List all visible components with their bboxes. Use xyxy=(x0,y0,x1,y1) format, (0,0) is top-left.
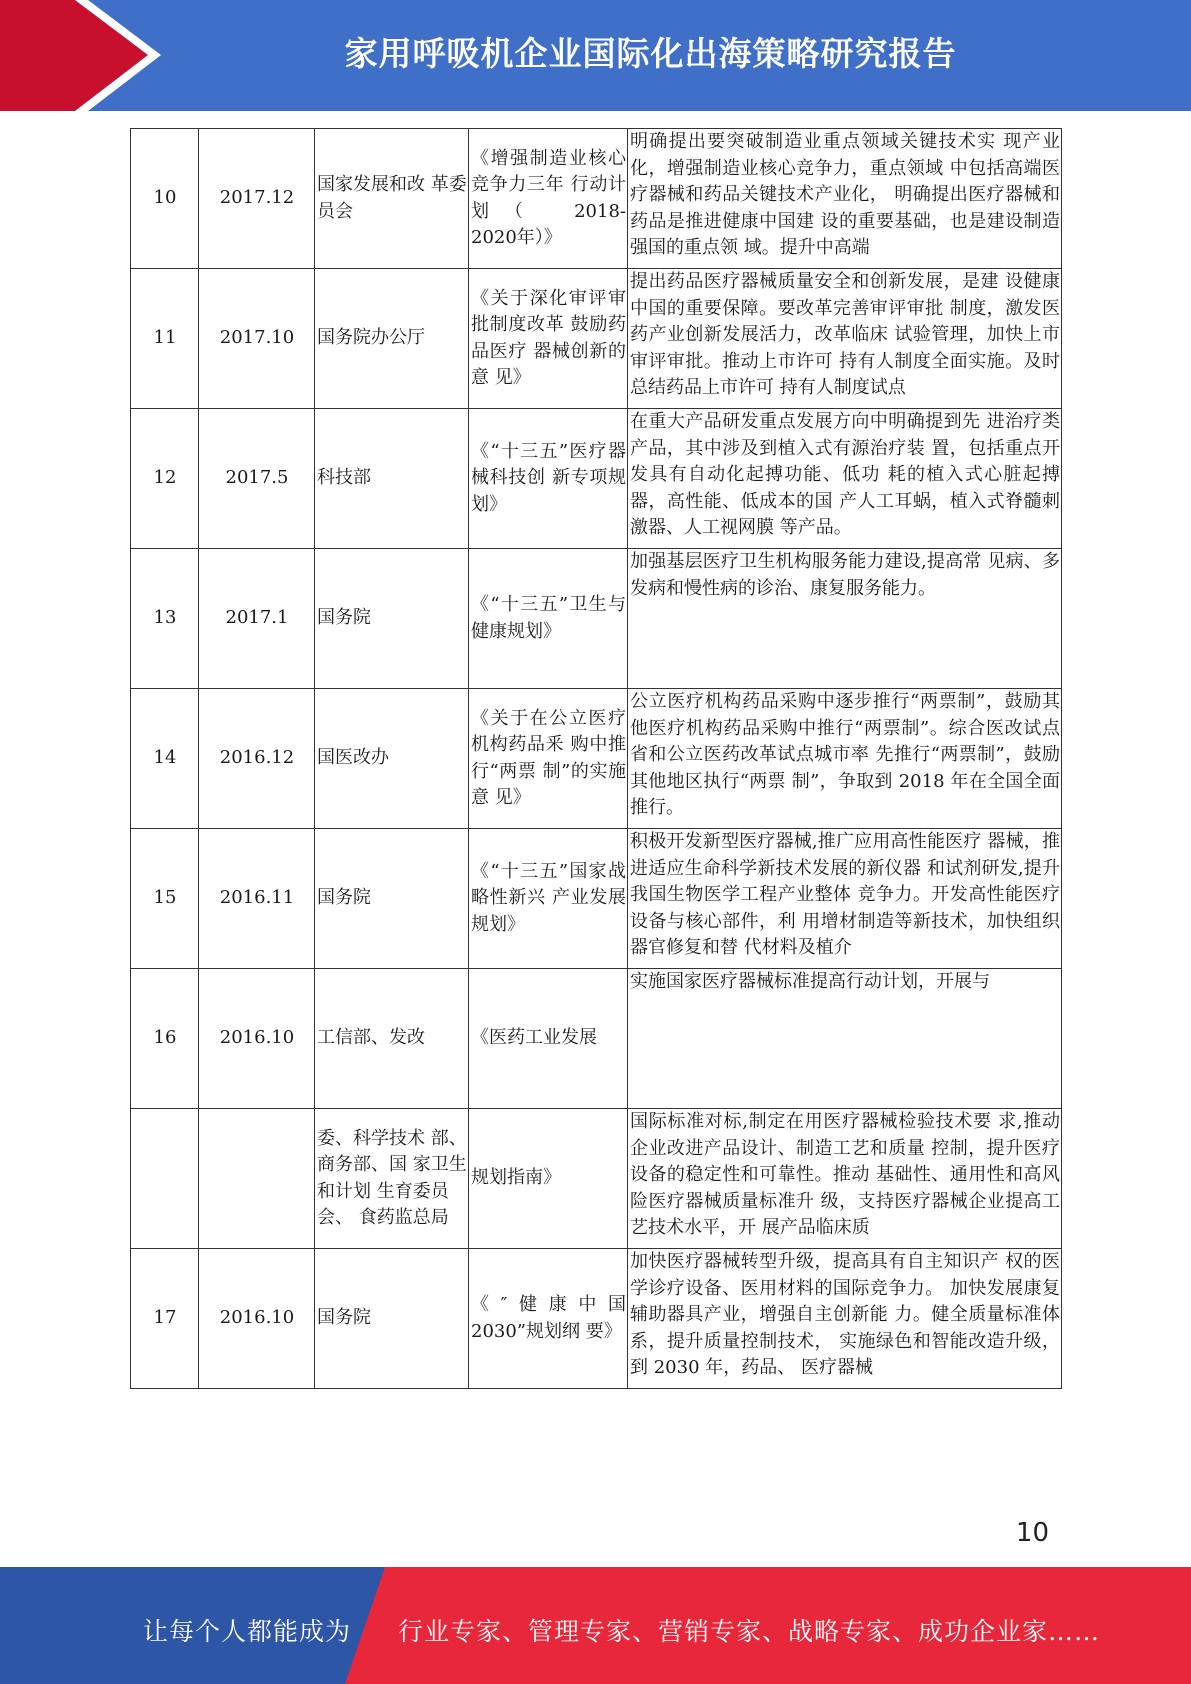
description-text: 在重大产品研发重点发展方向中明确提到先 进治疗类产品，其中涉及到植入式有源治疗装 置，包括重点开发具有自动化起搏功能、低功 耗的植入式心脏起搏器，高性能、低成本的国 产人工耳蜗，植入式脊髓刺激器、人工视网膜 等产品。 xyxy=(630,411,1060,538)
description-text: 提出药品医疗器械质量安全和创新发展，是建 设健康中国的重要保障。要改革完善审评审批 制度，激发医药产业创新发展活力，改革临床 试验管理，加快上市审评审批。推动上市许可 持有人制度全面实施。及时总结药品上市许可 持有人制度试点 xyxy=(630,271,1060,398)
row-number: 10 xyxy=(131,129,199,269)
issuing-agency: 国务院 xyxy=(315,829,469,969)
policy-description xyxy=(628,1249,1062,1389)
row-number: 13 xyxy=(131,549,199,689)
table-row xyxy=(131,1109,1062,1249)
table-row xyxy=(131,689,1062,829)
policy-description xyxy=(628,829,1062,969)
policy-name: 《″健康中国 2030”规划纲 要》 xyxy=(469,1249,628,1389)
policy-description xyxy=(628,409,1062,549)
issue-date: 2017.5 xyxy=(199,409,315,549)
issue-date: 2016.11 xyxy=(199,829,315,969)
footer-slogan-left: 让每个人都能成为 xyxy=(143,1617,352,1646)
table-row xyxy=(131,269,1062,409)
row-number xyxy=(131,1109,199,1249)
report-title: 家用呼吸机企业国际化出海策略研究报告 xyxy=(344,34,957,73)
description-text: 加强基层医疗卫生机构服务能力建设,提高常 见病、多发病和慢性病的诊治、康复服务能力。 xyxy=(630,551,1060,599)
agency-text: 委、科学技术 部、商务部、国 家卫生和计划 生育委员会、 食药监总局 xyxy=(317,1127,467,1228)
table-row xyxy=(131,409,1062,549)
issuing-agency: 国家发展和改 革委员会 xyxy=(315,129,469,269)
issuing-agency: 国医改办 xyxy=(315,689,469,829)
table-row xyxy=(131,129,1062,269)
page-footer xyxy=(0,1567,1191,1684)
issue-date: 2016.10 xyxy=(199,1249,315,1389)
policy-description xyxy=(628,1109,1062,1249)
policy-description xyxy=(628,969,1062,1109)
policy-description xyxy=(628,689,1062,829)
row-number: 17 xyxy=(131,1249,199,1389)
row-number: 12 xyxy=(131,409,199,549)
policy-description xyxy=(628,549,1062,689)
issue-date: 2017.10 xyxy=(199,269,315,409)
issue-date: 2017.1 xyxy=(199,549,315,689)
description-text: 实施国家医疗器械标准提高行动计划，开展与 xyxy=(630,971,990,992)
table-row xyxy=(131,969,1062,1109)
policy-name: 规划指南》 xyxy=(469,1109,628,1249)
description-text: 国际标准对标,制定在用医疗器械检验技术要 求,推动企业改进产品设计、制造工艺和质量 控制，提升医疗设备的稳定性和可靠性。推动 基础性、通用性和高风险医疗器械质量标准升 级，支持医疗器械企业提高工艺技术水平，开 展产品临床质 xyxy=(630,1111,1060,1238)
policy-name: 《关于在公立医疗机构药品釆 购中推行“两票 制”的实施意 见》 xyxy=(469,689,628,829)
footer-slogan-right: 行业专家、管理专家、营销专家、战略专家、成功企业家…… xyxy=(398,1617,1101,1646)
issuing-agency: 工信部、发改 xyxy=(315,969,469,1109)
table-row xyxy=(131,549,1062,689)
issuing-agency xyxy=(315,1109,469,1249)
policy-description xyxy=(628,129,1062,269)
policy-description xyxy=(628,269,1062,409)
policy-name: 《关于深化审评审批制度改革 鼓励药品医疗 器械创新的意 见》 xyxy=(469,269,628,409)
row-number: 11 xyxy=(131,269,199,409)
issue-date: 2017.12 xyxy=(199,129,315,269)
issue-date xyxy=(199,1109,315,1249)
description-text: 加快医疗器械转型升级，提高具有自主知识产 权的医学诊疗设备、医用材料的国际竞争力。 加快发展康复辅助器具产业，增强自主创新能 力。健全质量标准体系，提升质量控制技术， 实施绿色和智能改造升级，到 2030 年，药品、 医疗器械 xyxy=(630,1251,1060,1378)
issue-date: 2016.12 xyxy=(199,689,315,829)
policy-name: 《“十三五”医疗器械科技创 新专项规划》 xyxy=(469,409,628,549)
page-number: 10 xyxy=(1015,1518,1049,1548)
table-row xyxy=(131,1249,1062,1389)
issuing-agency: 国务院 xyxy=(315,549,469,689)
policy-name: 《增强制造业核心竞争力三年 行动计划 （ 2018-2020年）》 xyxy=(469,129,628,269)
issue-date: 2016.10 xyxy=(199,969,315,1109)
policy-name: 《“十三五”卫生与健康规划》 xyxy=(469,549,628,689)
issuing-agency: 国务院 xyxy=(315,1249,469,1389)
policy-table xyxy=(130,128,1062,1389)
row-number: 16 xyxy=(131,969,199,1109)
policy-name: 《医药工业发展 xyxy=(469,969,628,1109)
row-number: 15 xyxy=(131,829,199,969)
row-number: 14 xyxy=(131,689,199,829)
table-row xyxy=(131,829,1062,969)
issuing-agency: 国务院办公厅 xyxy=(315,269,469,409)
page-header xyxy=(0,0,1191,111)
description-text: 明确提出要突破制造业重点领域关键技术实 现产业化，增强制造业核心竞争力，重点领域 中包括高端医疗器械和药品关键技术产业化， 明确提出医疗器械和药品是推进健康中国建 设的重要基础，也是建设制造强国的重点领 域。提升中高端 xyxy=(630,131,1060,258)
description-text: 积极开发新型医疗器械,推广应用高性能医疗 器械，推进适应生命科学新技术发展的新仪器 和试剂研发,提升我国生物医学工程产业整体 竞争力。开发高性能医疗设备与核心部件，利 用增材制造等新技术，加快组织器官修复和替 代材料及植介 xyxy=(630,831,1060,958)
description-text: 公立医疗机构药品采购中逐步推行“两票制”，鼓励其他医疗机构药品采购中推行“两票制”。综合医改试点省和公立医药改革试点城市率 先推行“两票制”，鼓励其他地区执行“两票 制”，争取到 2018 年在全国全面推行。 xyxy=(630,691,1060,818)
policy-name: 《“十三五”国家战略性新兴 产业发展规划》 xyxy=(469,829,628,969)
issuing-agency: 科技部 xyxy=(315,409,469,549)
